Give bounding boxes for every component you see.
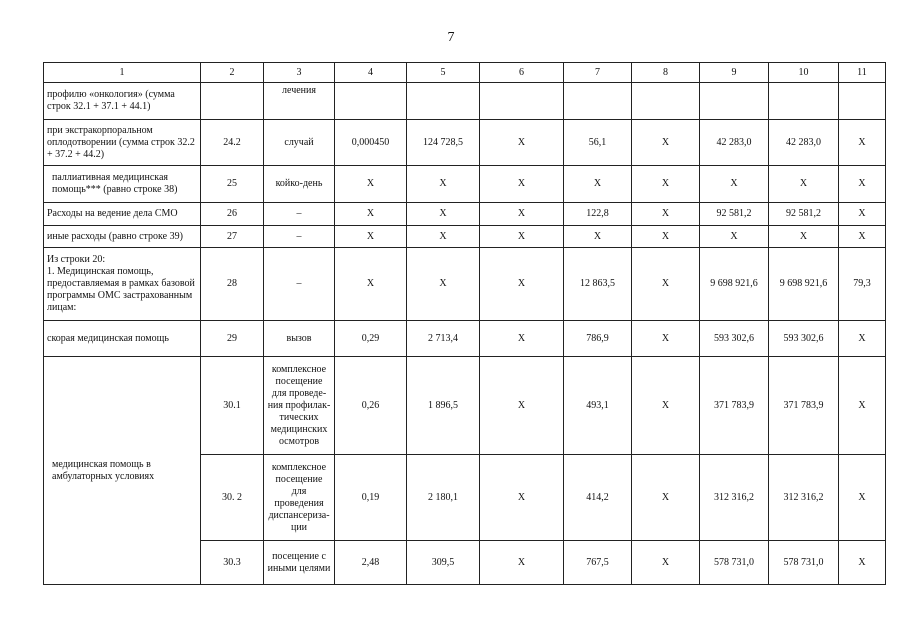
row-unit: койко-день	[264, 166, 335, 203]
cell: X	[480, 357, 564, 455]
table-row	[44, 203, 886, 226]
row-name: профилю «онкология» (сумма строк 32.1 + 37.1 + 44.1)	[44, 83, 201, 120]
cell: 122,8	[564, 203, 632, 226]
cell: 493,1	[564, 357, 632, 455]
cell: X	[632, 226, 700, 248]
cell: 0,000450	[335, 120, 407, 166]
cell: X	[839, 455, 886, 541]
cell: X	[335, 166, 407, 203]
cell: 9 698 921,6	[769, 248, 839, 321]
cell: X	[335, 248, 407, 321]
cell: 371 783,9	[700, 357, 769, 455]
cell: X	[632, 203, 700, 226]
cell	[839, 83, 886, 120]
row-unit: вызов	[264, 321, 335, 357]
cell: 124 728,5	[407, 120, 480, 166]
cell: X	[632, 248, 700, 321]
cell: X	[407, 203, 480, 226]
cell: X	[839, 166, 886, 203]
cell	[564, 83, 632, 120]
cell: X	[480, 321, 564, 357]
cell: X	[480, 248, 564, 321]
cell: 312 316,2	[769, 455, 839, 541]
cell: 371 783,9	[769, 357, 839, 455]
table-row	[44, 120, 886, 166]
cell: 42 283,0	[700, 120, 769, 166]
table-row	[44, 248, 886, 321]
cell: 92 581,2	[700, 203, 769, 226]
row-name: Из строки 20: 1. Медицинская помощь, предоставляемая в рамках базовой программы ОМС застрахованным лицам:	[44, 248, 201, 321]
cell: 12 863,5	[564, 248, 632, 321]
cell: X	[632, 166, 700, 203]
row-name: скорая медицинская помощь	[44, 321, 201, 357]
cell: X	[564, 166, 632, 203]
row-unit: –	[264, 226, 335, 248]
cell: 593 302,6	[769, 321, 839, 357]
cell: X	[480, 166, 564, 203]
cell: 786,9	[564, 321, 632, 357]
cell: 0,29	[335, 321, 407, 357]
cell	[480, 83, 564, 120]
row-unit: лечения	[264, 83, 335, 120]
cell: 1 896,5	[407, 357, 480, 455]
row-unit: –	[264, 248, 335, 321]
header-cell: 1	[44, 63, 201, 83]
cell: 578 731,0	[700, 541, 769, 585]
cell: X	[769, 166, 839, 203]
cell: X	[632, 455, 700, 541]
table-row	[44, 226, 886, 248]
row-code: 26	[201, 203, 264, 226]
cell: 9 698 921,6	[700, 248, 769, 321]
cell: X	[407, 166, 480, 203]
header-cell: 7	[564, 63, 632, 83]
cell: 0,26	[335, 357, 407, 455]
row-code	[201, 83, 264, 120]
cell: X	[480, 455, 564, 541]
row-code: 27	[201, 226, 264, 248]
cell: X	[480, 203, 564, 226]
cell: X	[564, 226, 632, 248]
cell	[407, 83, 480, 120]
cell: 42 283,0	[769, 120, 839, 166]
row-name: паллиативная медицинская помощь*** (равно строке 38)	[44, 166, 201, 203]
table-row	[44, 166, 886, 203]
cell: 309,5	[407, 541, 480, 585]
header-cell: 8	[632, 63, 700, 83]
row-unit: комплексное посещение для проведе-ния профилак-тических медицинских осмотров	[264, 357, 335, 455]
cell: 0,19	[335, 455, 407, 541]
cell: X	[839, 321, 886, 357]
row-code: 29	[201, 321, 264, 357]
cell	[769, 83, 839, 120]
cell	[700, 83, 769, 120]
row-name: иные расходы (равно строке 39)	[44, 226, 201, 248]
header-cell: 5	[407, 63, 480, 83]
row-code: 30.1	[201, 357, 264, 455]
cell: X	[769, 226, 839, 248]
cell: 767,5	[564, 541, 632, 585]
cell: X	[839, 357, 886, 455]
cell: 578 731,0	[769, 541, 839, 585]
row-code: 25	[201, 166, 264, 203]
row-code: 30. 2	[201, 455, 264, 541]
cell: X	[407, 248, 480, 321]
cell: X	[480, 541, 564, 585]
cell: X	[480, 120, 564, 166]
cell: X	[335, 226, 407, 248]
row-code: 30.3	[201, 541, 264, 585]
cell	[632, 83, 700, 120]
header-cell: 6	[480, 63, 564, 83]
table-row	[44, 83, 886, 120]
cell: X	[632, 541, 700, 585]
cell: X	[839, 226, 886, 248]
row-name: при экстракорпоральном оплодотворении (сумма строк 32.2 + 37.2 + 44.2)	[44, 120, 201, 166]
cell: X	[632, 120, 700, 166]
header-row	[44, 63, 886, 83]
table-row	[44, 357, 886, 455]
row-code: 24.2	[201, 120, 264, 166]
cell: X	[839, 120, 886, 166]
data-table	[43, 62, 886, 585]
row-unit: –	[264, 203, 335, 226]
header-cell: 9	[700, 63, 769, 83]
cell: 92 581,2	[769, 203, 839, 226]
cell: X	[480, 226, 564, 248]
cell: 414,2	[564, 455, 632, 541]
row-name: Расходы на ведение дела СМО	[44, 203, 201, 226]
row-unit: комплексное посещение для проведения диспансериза-ции	[264, 455, 335, 541]
cell: 312 316,2	[700, 455, 769, 541]
header-cell: 10	[769, 63, 839, 83]
cell: 79,3	[839, 248, 886, 321]
cell: X	[700, 166, 769, 203]
cell: 56,1	[564, 120, 632, 166]
page-number: 7	[447, 30, 455, 45]
row-unit: случай	[264, 120, 335, 166]
cell: X	[839, 203, 886, 226]
row-name: медицинская помощь в амбулаторных условиях	[44, 357, 201, 585]
cell: X	[407, 226, 480, 248]
cell: X	[335, 203, 407, 226]
row-code: 28	[201, 248, 264, 321]
cell: X	[632, 357, 700, 455]
header-cell: 4	[335, 63, 407, 83]
cell: X	[700, 226, 769, 248]
cell: 593 302,6	[700, 321, 769, 357]
cell	[335, 83, 407, 120]
cell: X	[839, 541, 886, 585]
header-cell: 11	[839, 63, 886, 83]
row-unit: посещение с иными целями	[264, 541, 335, 585]
cell: 2 713,4	[407, 321, 480, 357]
cell: 2 180,1	[407, 455, 480, 541]
cell: X	[632, 321, 700, 357]
header-cell: 3	[264, 63, 335, 83]
cell: 2,48	[335, 541, 407, 585]
header-cell: 2	[201, 63, 264, 83]
table-row	[44, 321, 886, 357]
